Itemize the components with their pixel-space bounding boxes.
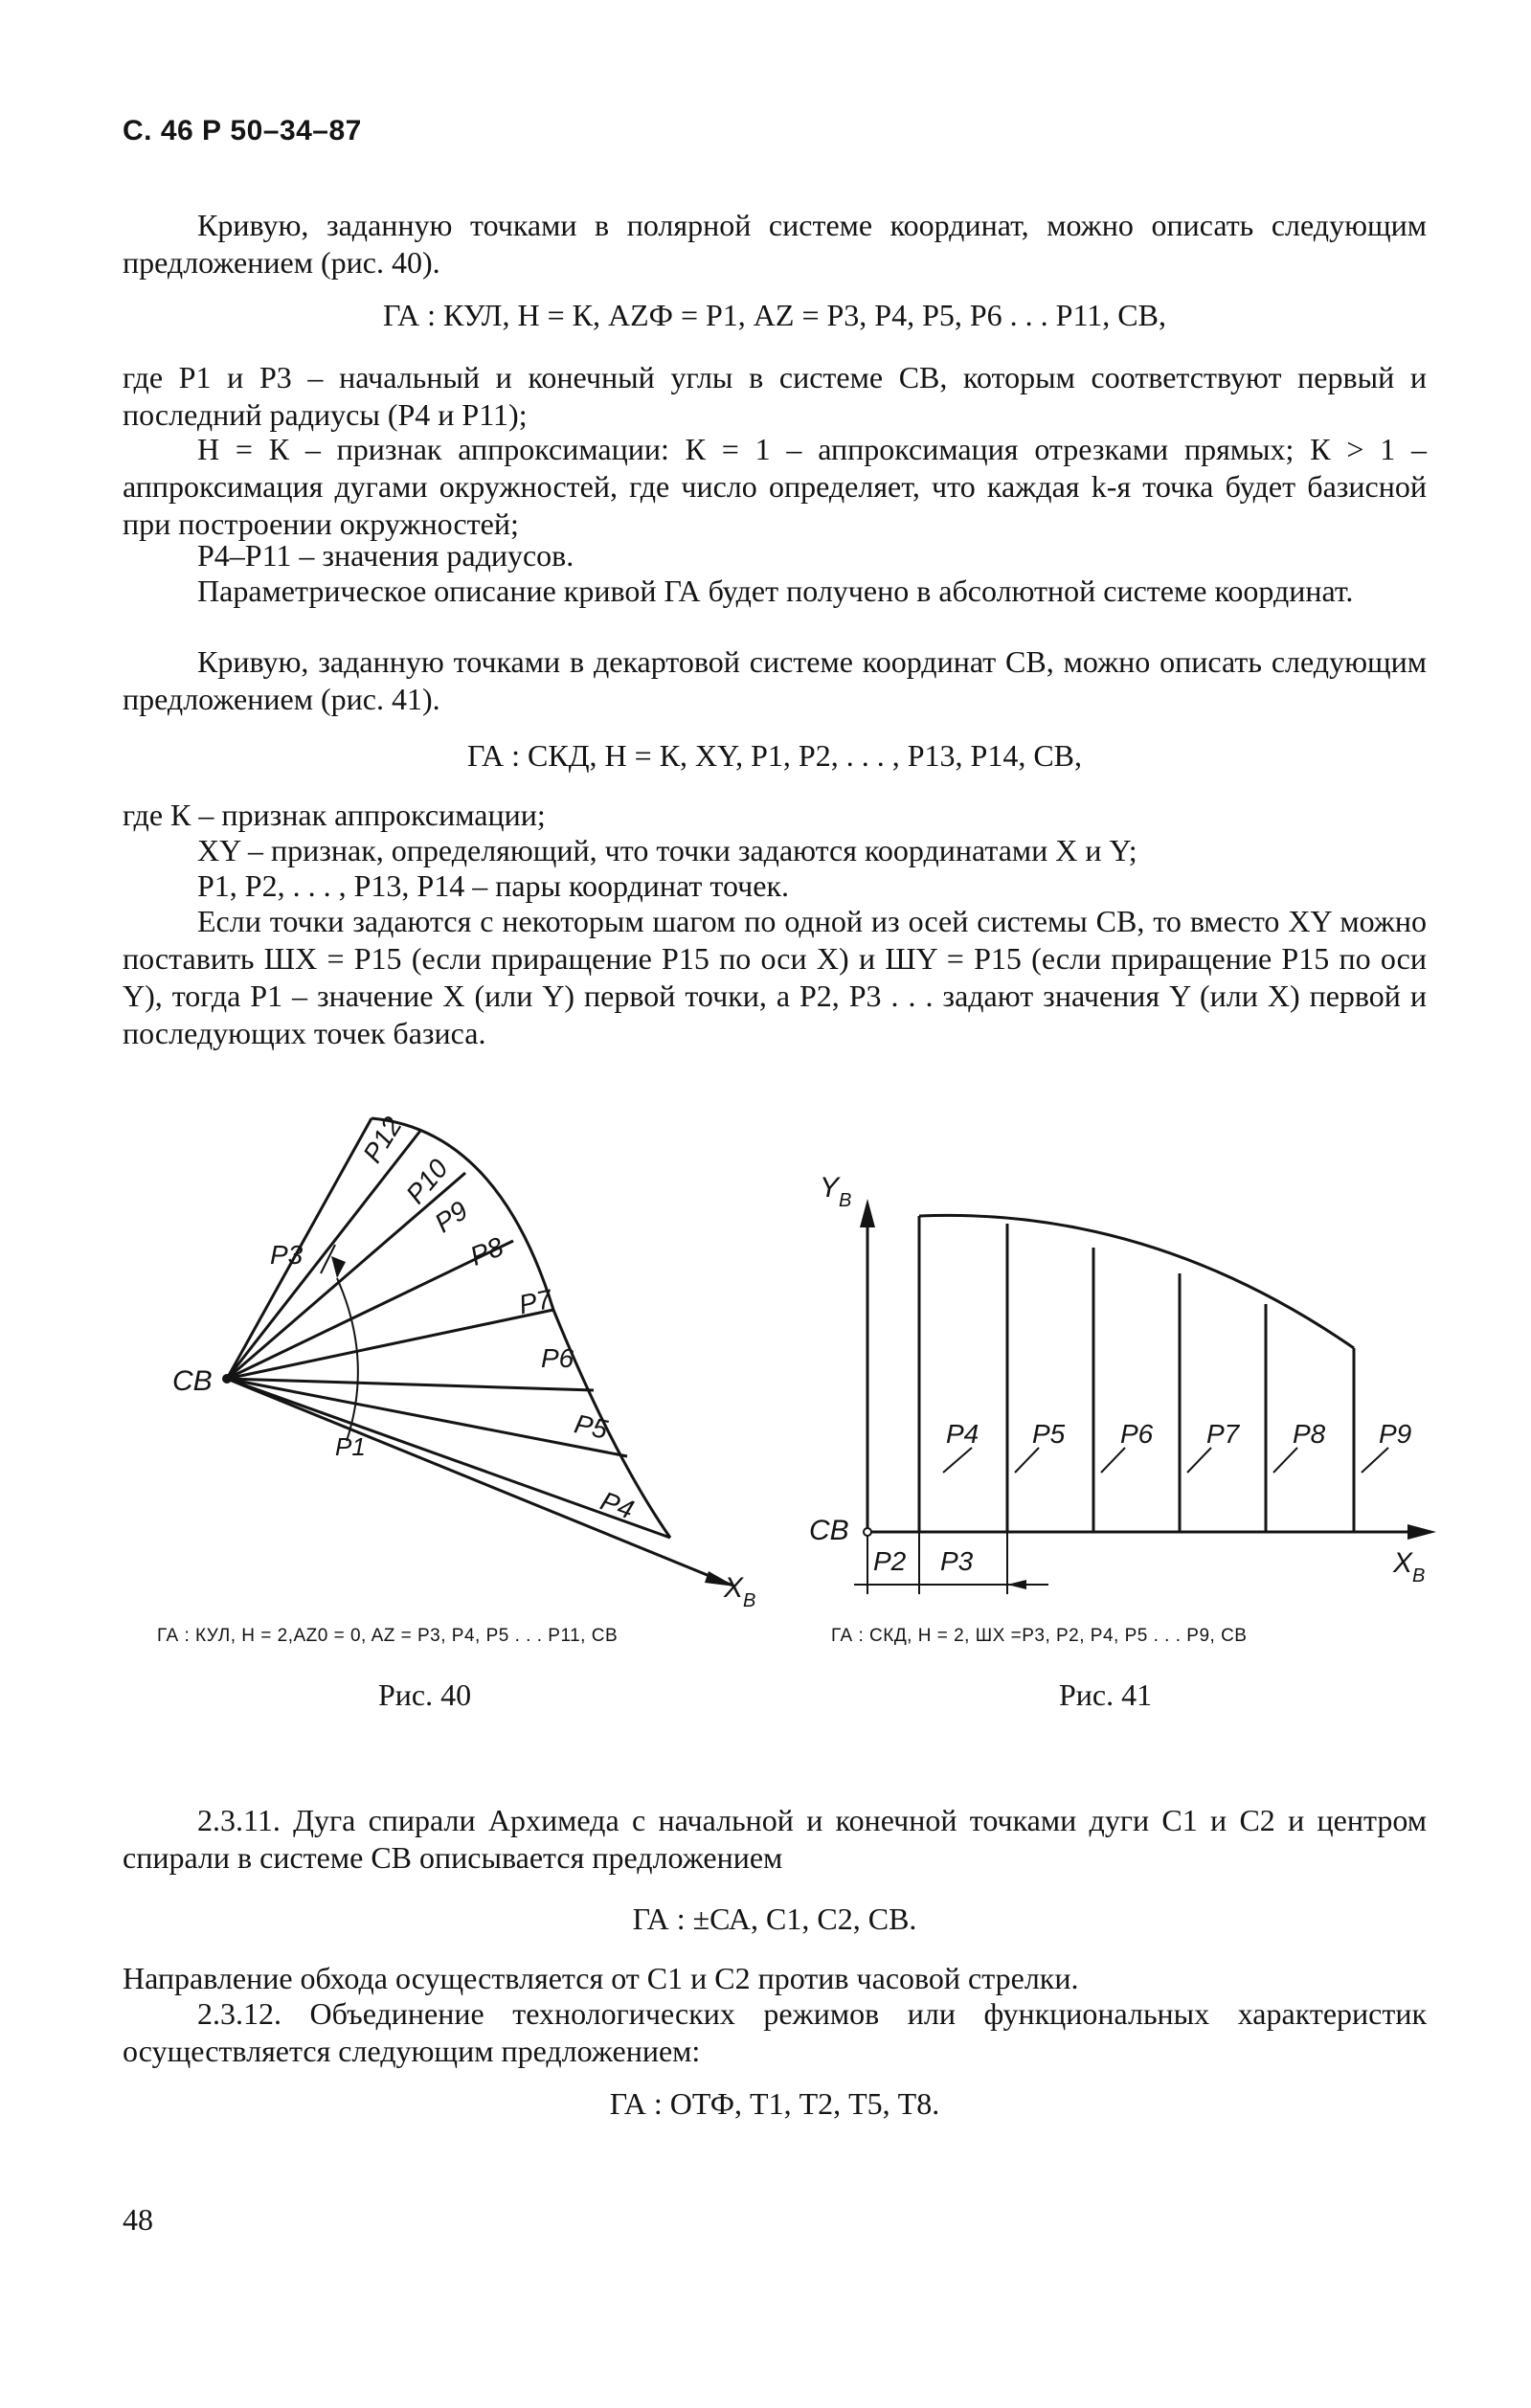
angle-arrow-icon [331, 1256, 346, 1278]
figure-40-number: Рис. 40 [378, 1677, 472, 1712]
paragraph: Кривую, заданную точками в декартовой системе координат СВ, можно описать следующим предложением (рис. 41). [123, 644, 1427, 716]
angle-arc [337, 1278, 358, 1441]
label-p8: Р8 [1293, 1419, 1326, 1449]
radius-p9-line [227, 1173, 465, 1379]
origin-point [222, 1374, 232, 1384]
label-p4: Р4 [946, 1419, 979, 1449]
paragraph: Р4–Р11 – значения радиусов. [197, 538, 574, 573]
radius-p10-line [227, 1131, 420, 1379]
page-header: С. 46 Р 50–34–87 [123, 115, 362, 146]
label-cb: СВ [172, 1365, 213, 1397]
y-axis-arrow-icon [860, 1199, 875, 1227]
label-p2: Р2 [873, 1546, 907, 1576]
leader-p7 [1187, 1448, 1211, 1473]
label-xb: $X_В$ [1393, 1547, 1426, 1587]
formula: ГА : СКД, Н = К, XY, Р1, Р2, . . . , Р13, Р14, СВ, [467, 738, 1082, 773]
label-p3: Р3 [270, 1240, 304, 1270]
figure-40 [144, 1101, 795, 1618]
label-p3: Р3 [940, 1546, 974, 1576]
leader-p9 [1362, 1448, 1388, 1473]
paragraph: 2.3.11. Дуга спирали Архимеда с начальной и конечной точками дуги С1 и С2 и центром спирали в системе СВ описывается предложением [123, 1803, 1427, 1875]
paragraph: Н = К – признак аппроксимации: К = 1 – аппроксимация отрезками прямых; К > 1 – аппроксимация дугами окружностей, где число определяет, что каждая k-я точка будет базисной при построении окружностей; [123, 432, 1427, 541]
formula: ГА : ОТФ, Т1, Т2, Т5, Т8. [609, 2086, 940, 2121]
label-yb: $Y_В$ [820, 1172, 852, 1211]
label-p5: Р5 [1032, 1419, 1066, 1449]
label-p9: Р9 [429, 1195, 474, 1239]
label-p7: Р7 [516, 1283, 555, 1320]
paragraph: Направление обхода осуществляется от С1 и С2 против часовой стрелки. [123, 1961, 1079, 1995]
paragraph: где Р1 и Р3 – начальный и конечный углы в системе СВ, которым соответствуют первый и последний радиусы (Р4 и Р11); [123, 360, 1427, 432]
label-p8: Р8 [465, 1231, 507, 1272]
label-p9: Р9 [1379, 1419, 1412, 1449]
figure-41 [804, 1159, 1455, 1618]
label-p6: Р6 [541, 1343, 574, 1373]
label-p7: Р7 [1206, 1419, 1240, 1449]
leader-p6 [1101, 1448, 1125, 1473]
paragraph: где К – признак аппроксимации; [123, 798, 546, 832]
figure-41-number: Рис. 41 [1059, 1677, 1153, 1712]
page-number: 48 [123, 2202, 153, 2237]
label-p6: Р6 [1120, 1419, 1154, 1449]
label-cb: СВ [809, 1515, 849, 1546]
figure-41-caption: ГА : СКД, Н = 2, ШХ =Р3, Р2, Р4, Р5 . . . Р9, СВ [831, 1626, 1248, 1646]
x-axis-line [227, 1379, 735, 1587]
formula: ГА : ±СА, С1, С2, СВ. [632, 1902, 917, 1936]
leader-p4 [943, 1448, 972, 1473]
paragraph: Если точки задаются с некоторым шагом по одной из осей системы СВ, то вместо XY можно поставить ШХ = Р15 (если приращение Р15 по оси X) и ШY = Р15 (если приращение Р15 по оси Y), тогда Р1 – значение X (или Y) первой точки, а Р2, Р3 . . . задают значения Y (или X) первой и последующих точек базиса. [123, 904, 1427, 1050]
paragraph: XY – признак, определяющий, что точки задаются координатами X и Y; [197, 833, 1137, 867]
label-p4: Р4 [597, 1485, 639, 1525]
label-xb: $X_В$ [724, 1572, 756, 1611]
radius-p7-line [227, 1310, 553, 1379]
origin-point [864, 1528, 871, 1536]
label-p1: Р1 [335, 1432, 366, 1461]
leader-p8 [1273, 1448, 1297, 1473]
paragraph: Кривую, заданную точками в полярной системе координат, можно описать следующим предложением (рис. 40). [123, 208, 1427, 280]
curve [919, 1215, 1354, 1348]
label-p10: Р10 [399, 1153, 454, 1209]
paragraph: Р1, Р2, . . . , Р13, Р14 – пары координат точек. [197, 868, 789, 903]
leader-p5 [1015, 1448, 1039, 1473]
figure-40-caption: ГА : КУЛ, Н = 2,AZ0 = 0, AZ = Р3, Р4, Р5 . . . Р11, СВ [157, 1626, 619, 1646]
x-axis-arrow-icon [1407, 1524, 1436, 1540]
label-p5: Р5 [572, 1408, 611, 1445]
label-p12: Р12 [357, 1112, 408, 1168]
formula: ГА : КУЛ, Н = К, AZФ = Р1, AZ = Р3, Р4, Р5, Р6 . . . Р11, СВ, [383, 298, 1166, 332]
dim-arrow-icon [1007, 1580, 1026, 1589]
paragraph: Параметрическое описание кривой ГА будет получено в абсолютной системе координат. [197, 574, 1354, 608]
paragraph: 2.3.12. Объединение технологических режимов или функциональных характеристик осуществляется следующим предложением: [123, 1996, 1427, 2068]
